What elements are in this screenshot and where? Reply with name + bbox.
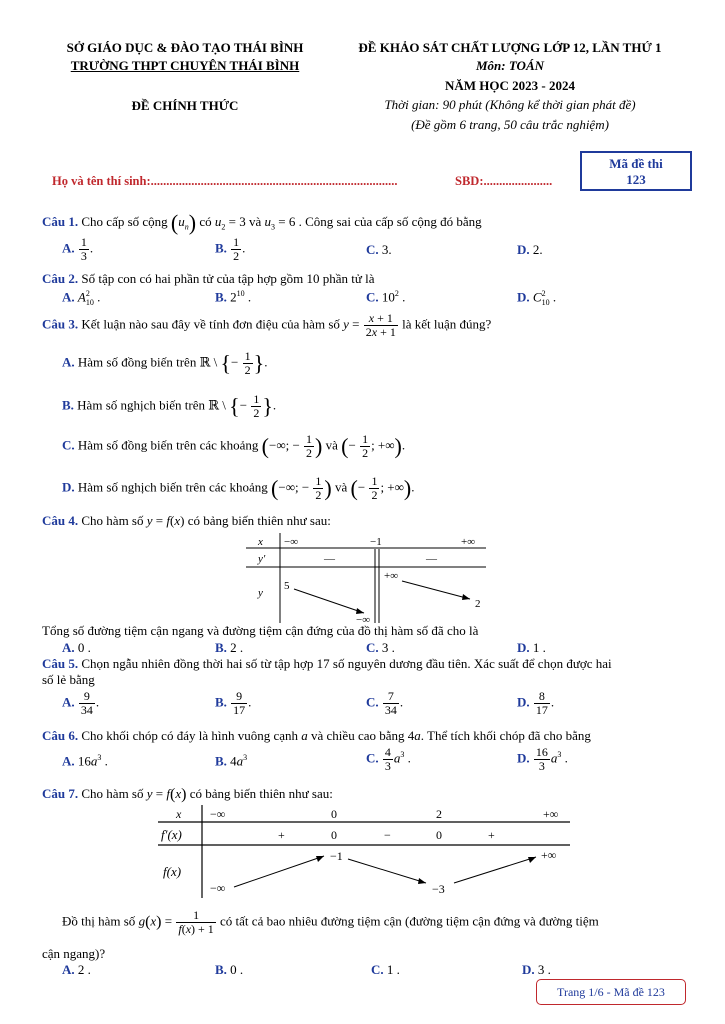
- question-6: Câu 6. Cho khối chóp có đáy là hình vuông cạnh a và chiều cao bằng 4a. Thể tích khối chóp đã cho bằng: [42, 728, 591, 743]
- q7-option-c[interactable]: C. 1 .: [371, 962, 400, 977]
- svg-text:0: 0: [331, 828, 337, 842]
- svg-text:x: x: [258, 536, 263, 548]
- question-4: Câu 4. Cho hàm số y = f(x) có bảng biến thiên như sau:: [42, 513, 331, 528]
- q4-option-a[interactable]: A. 0 .: [62, 640, 91, 655]
- exam-code-label: Mã đề thi: [609, 156, 663, 171]
- exam-time: Thời gian: 90 phút (Không kể thời gian phát đề): [384, 97, 636, 112]
- subject: Môn: TOÁN: [475, 58, 545, 73]
- question-7-ask: Đồ thị hàm số g(x) = $\frac{1}{f(x) + 1}$ có tất cả bao nhiêu đường tiệm cận (đường tiệm cận đứng và đường tiệm: [62, 908, 599, 936]
- svg-text:2: 2: [475, 598, 481, 610]
- q5-option-c[interactable]: C. $\frac{7}{34}$ .: [366, 689, 404, 717]
- svg-text:−∞: −∞: [210, 807, 226, 821]
- q3-option-b[interactable]: B. Hàm số nghịch biến trên ℝ \ {− $\frac{1}{2}$ }.: [62, 392, 277, 420]
- svg-text:+∞: +∞: [541, 848, 557, 862]
- svg-text:+∞: +∞: [384, 570, 399, 582]
- svg-text:−∞: −∞: [210, 881, 226, 895]
- candidate-number-field: SBD:......................: [455, 174, 553, 188]
- q6-option-a[interactable]: A. $16a^3$ .: [62, 753, 108, 769]
- q7-option-d[interactable]: D. 3 .: [522, 962, 551, 977]
- svg-text:y′: y′: [258, 553, 266, 565]
- exam-pages: (Đề gồm 6 trang, 50 câu trắc nghiệm): [411, 117, 609, 132]
- question-1-number: Câu 1.: [42, 213, 79, 229]
- q1-option-b[interactable]: B. $\frac{1}{2}$ .: [215, 235, 246, 263]
- student-name-field: Họ và tên thí sinh:...............................................................................: [52, 174, 398, 188]
- q3-option-c[interactable]: C. Hàm số đồng biến trên các khoảng (−∞; − $\frac{1}{2}$ ) và (− $\frac{1}{2}$ ; +∞).: [62, 432, 406, 460]
- q6-option-c[interactable]: C. $\frac{4}{3}$ $a^3$ .: [366, 745, 411, 773]
- svg-text:f(x): f(x): [163, 864, 182, 879]
- svg-text:0: 0: [331, 807, 337, 821]
- svg-text:—: —: [426, 553, 437, 565]
- q3-option-d[interactable]: D. Hàm số nghịch biến trên các khoảng (−∞; − $\frac{1}{2}$ ) và (− $\frac{1}{2}$ ; +∞).: [62, 474, 415, 502]
- exam-code-box: [580, 151, 692, 191]
- svg-text:−1: −1: [370, 536, 382, 548]
- svg-text:−1: −1: [330, 849, 343, 863]
- school-department: SỞ GIÁO DỤC & ĐÀO TẠO THÁI BÌNH: [66, 40, 304, 55]
- svg-text:x: x: [176, 807, 182, 821]
- svg-text:0: 0: [436, 828, 442, 842]
- q1-option-d[interactable]: D. 2.: [517, 242, 543, 257]
- exam-title: ĐỀ KHẢO SÁT CHẤT LƯỢNG LỚP 12, LẦN THỨ 1: [358, 40, 662, 55]
- q5-option-a[interactable]: A. $\frac{9}{34}$ .: [62, 689, 100, 717]
- svg-text:y: y: [258, 587, 263, 599]
- q4-option-d[interactable]: D. 1 .: [517, 640, 546, 655]
- q7-option-a[interactable]: A. 2 .: [62, 962, 91, 977]
- q7-variation-table: [158, 805, 573, 900]
- svg-text:+: +: [278, 828, 285, 842]
- q2-option-a[interactable]: A. $A^2_{10}$ .: [62, 289, 101, 307]
- school-name: TRƯỜNG THPT CHUYÊN THÁI BÌNH: [70, 58, 300, 73]
- q5-option-b[interactable]: B. $\frac{9}{17}$ .: [215, 689, 252, 717]
- svg-text:+∞: +∞: [543, 807, 559, 821]
- q2-option-c[interactable]: C. $10^2$ .: [366, 289, 406, 305]
- q6-option-b[interactable]: B. $4a^3$: [215, 753, 248, 769]
- q7-option-b[interactable]: B. 0 .: [215, 962, 244, 977]
- q1-option-a[interactable]: A. $\frac{1}{3}$ .: [62, 235, 94, 263]
- svg-text:−∞: −∞: [284, 536, 299, 548]
- q1-option-c[interactable]: C. 3.: [366, 242, 392, 257]
- question-1: Câu 1. Cho cấp số cộng $(u_n)$ có $u_2 = 3$ và $u_3 = 6$ . Công sai của cấp số cộng đó bằng: [42, 210, 482, 235]
- q2-option-d[interactable]: D. $C^2_{10}$ .: [517, 289, 557, 307]
- svg-text:f′(x): f′(x): [161, 827, 182, 842]
- svg-text:+: +: [488, 828, 495, 842]
- q5-option-d[interactable]: D. $\frac{8}{17}$ .: [517, 689, 555, 717]
- official-exam-label: ĐỀ CHÍNH THỨC: [131, 98, 239, 113]
- question-5: Câu 5. Chọn ngẫu nhiên đồng thời hai số từ tập hợp 17 số nguyên dương đầu tiên. Xác suất để chọn được hai: [42, 656, 612, 671]
- q4-option-b[interactable]: B. 2 .: [215, 640, 244, 655]
- q3-option-a[interactable]: A. Hàm số đồng biến trên ℝ \ {− $\frac{1}{2}$ }.: [62, 349, 268, 377]
- question-5-cont: số lẻ bằng: [42, 672, 95, 687]
- q6-option-d[interactable]: D. $\frac{16}{3}$ $a^3$ .: [517, 745, 568, 773]
- svg-text:−∞: −∞: [356, 614, 371, 625]
- svg-text:−: −: [384, 828, 391, 842]
- svg-text:5: 5: [284, 580, 290, 592]
- svg-text:—: —: [324, 553, 335, 565]
- page-footer: Trang 1/6 - Mã đề 123: [536, 979, 686, 1005]
- question-2: Câu 2. Số tập con có hai phần tử của tập hợp gồm 10 phần tử là: [42, 271, 375, 286]
- question-3: Câu 3. Kết luận nào sau đây về tính đơn điệu của hàm số y = $\frac{x + 1}{2x + 1}$ là kết luận đúng?: [42, 311, 492, 339]
- svg-text:+∞: +∞: [461, 536, 476, 548]
- svg-text:2: 2: [436, 807, 442, 821]
- q4-variation-table: [246, 533, 491, 625]
- exam-code-value: 123: [626, 172, 646, 187]
- question-7: Câu 7. Cho hàm số y = f(x) có bảng biến thiên như sau:: [42, 786, 333, 804]
- svg-text:−3: −3: [432, 882, 445, 896]
- question-7-ask-cont: cận ngang)?: [42, 946, 106, 961]
- question-4-ask: Tổng số đường tiệm cận ngang và đường tiệm cận đứng của đồ thị hàm số đã cho là: [42, 623, 479, 638]
- q2-option-b[interactable]: B. $2^{10}$ .: [215, 289, 252, 305]
- q4-option-c[interactable]: C. 3 .: [366, 640, 395, 655]
- school-year: NĂM HỌC 2023 - 2024: [445, 78, 575, 93]
